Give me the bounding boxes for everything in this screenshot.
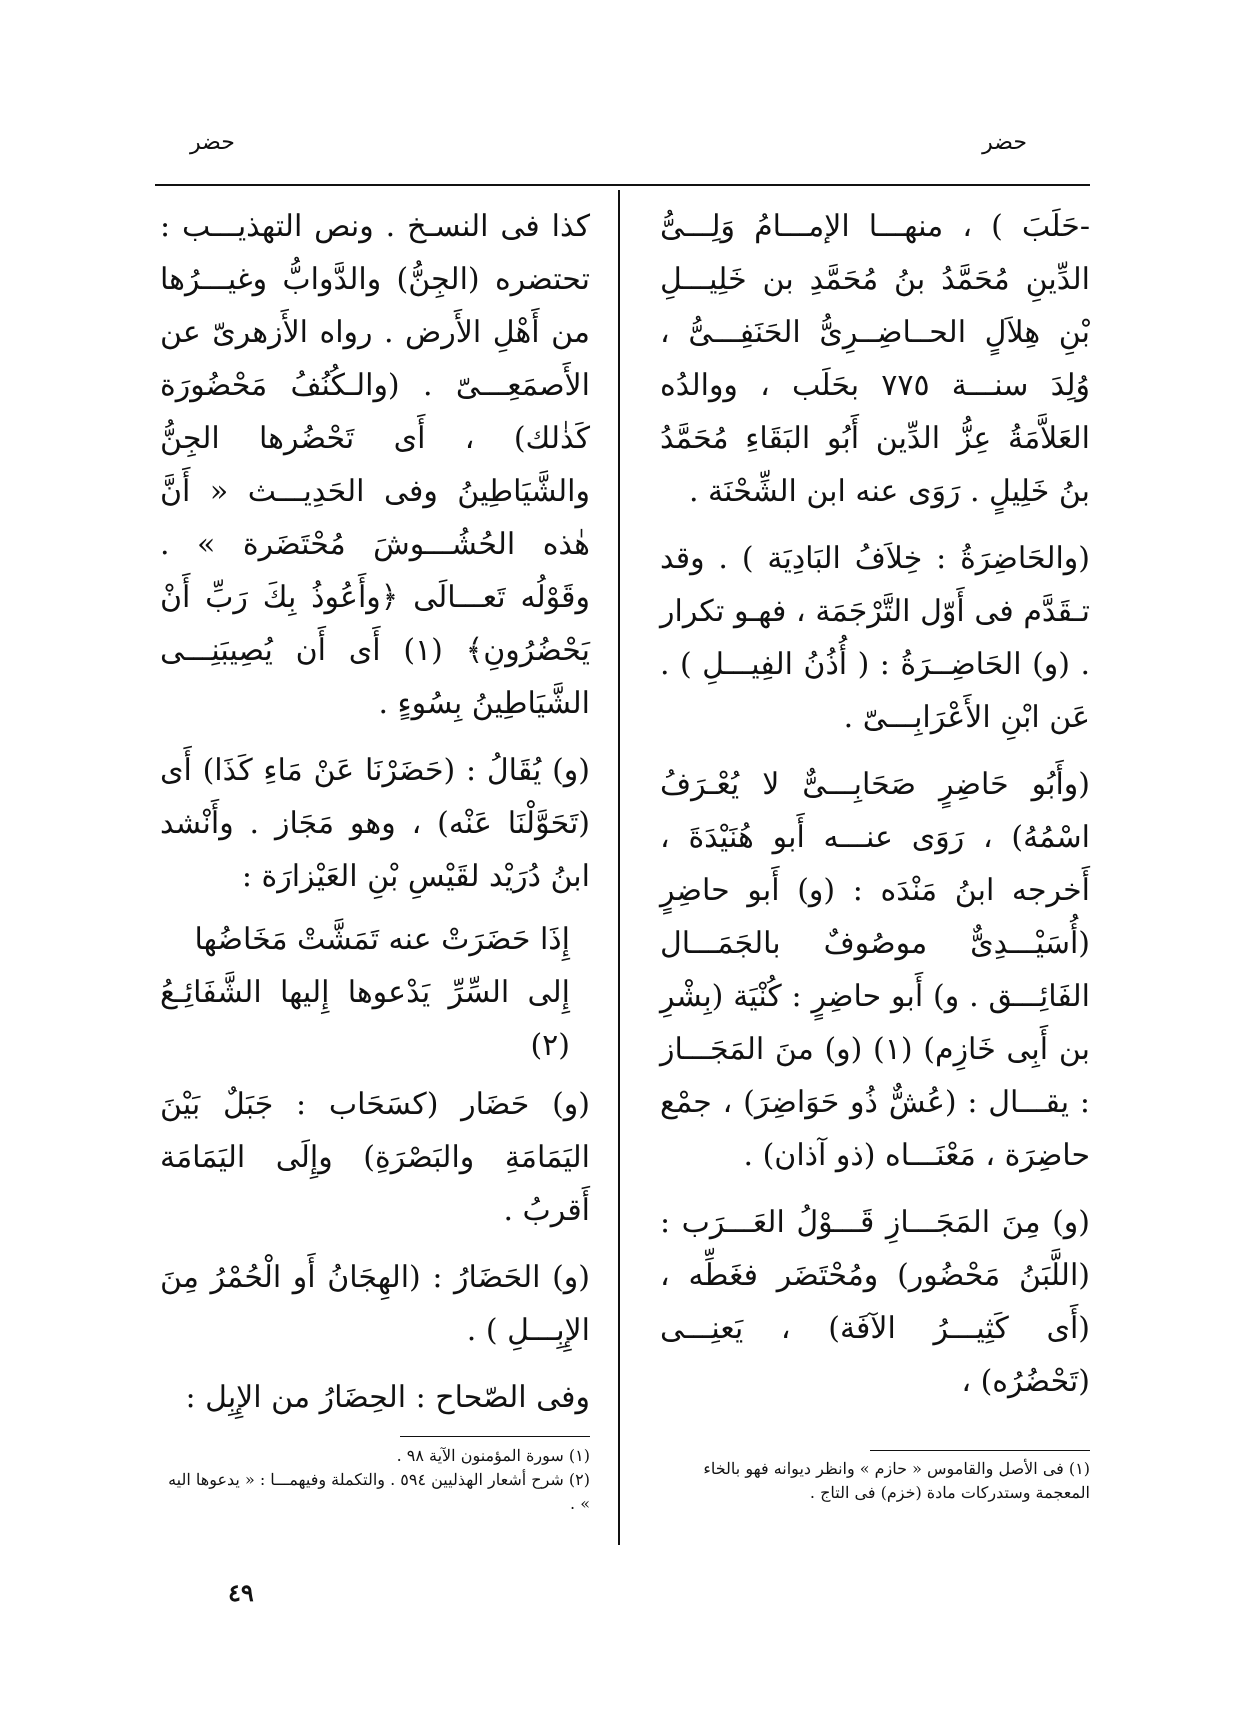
left-column	[160, 200, 590, 1424]
right-column	[660, 200, 1090, 1408]
left-paragraph-2: (و) يُقَالُ : (حَضَرْنَا عَنْ مَاءِ كَذَا) أَى (تَحَوَّلْنَا عَنْه) ، وهو مَجَاز . وأَنْشد ابنُ دُرَيْد لقَيْسِ بْنِ العَيْزارَة :	[160, 753, 590, 894]
footnote-left-1: (١) سورة المؤمنون الآية ٩٨ .	[396, 1446, 590, 1465]
left-paragraph-4: (و) الحَضَارُ : (الهِجَانُ أَو الْحُمْرُ مِنَ الإِبِـــلِ ) .	[160, 1260, 590, 1348]
footnote-rule-right	[870, 1450, 1090, 1451]
verse-hemistich-2: إِلى السِّرِّ يَدْعوها إِليها الشَّفَائِـعُ (٢)	[160, 975, 570, 1063]
right-paragraph-2: (والحَاضِرَةُ : خِلاَفُ البَادِيَة ) . وقد تـقَدَّم فى أَوّل التَّرْجَمَة ، فهـو تكرار . (و) الحَاضِــرَةُ : ( أُذُنُ الفِيـــلِ ) . عَن ابْنِ الأَعْرَابِـــىّ .	[660, 541, 1090, 735]
left-paragraph-1: كذا فى النسـخ . ونص التهذيـــب : تحتضره (الجِنُّ) والدَّوابُّ وغيـــرُها من أَهْلِ الأَرض . رواه الأَزهرىّ عن الأَصمَعِـــىّ . (والـكُنُفُ مَحْضُورَة كَذٰلك) ، أَى تَحْضُرها الجِنُّ والشَّيَاطِينُ وفى الحَدِيـــث « أَنَّ هٰذه الحُشُـــوشَ مُحْتَضَرة » . وقَوْلُه تَعـــالَى ﴿وأَعُوذُ بِكَ رَبِّ أَنْ يَحْضُرُونِ﴾ (١) أَى أَن يُصِيبَنِـــى الشَّيَاطِينُ بِسُوءٍ .	[160, 209, 591, 721]
right-paragraph-4: (و) مِنَ المَجَـــازِ قَـــوْلُ العَـــرَب : (اللَّبَنُ مَحْضُور) ومُحْتَضَر فغَطِّه ، (أَى كَثِيـــرُ الآفَة) ، يَعنِـــى (تَحْضُرُه) ،	[660, 1205, 1090, 1399]
footnotes-left	[160, 1444, 590, 1516]
footnote-rule-left	[400, 1436, 590, 1437]
footnote-left-2: (٢) شرح أشعار الهذليين ٥٩٤ . والتكملة وفيهمـــا : « يدعوها اليه » .	[168, 1470, 590, 1513]
right-paragraph-3: (وأَبُو حَاضِرٍ صَحَابِـــىٌّ لا يُعْـرَفُ اسْمُهُ) ، رَوَى عنـــه أَبو هُنَيْدَةَ ، أَخرجه ابنُ مَنْدَه : (و) أَبو حاضِرٍ (أُسَيْـــدِىٌّ موصُوفٌ بالجَمَـــال الفَائِـــق . و) أَبو حاضِرٍ : كُنْيَة (بِشْرِ بن أَبِى خَازِم) (١) (و) منَ المَجَـــاز : يقـــال : (عُشٌّ ذُو حَوَاضِرَ) ، جمْع حاضِرَة ، مَعْنَـــاه (ذو آذان) .	[660, 767, 1090, 1173]
column-divider	[618, 190, 620, 1545]
running-header-left: حضر	[190, 130, 235, 155]
left-paragraph-5: وفى الصّحاح : الحِضَارُ من الإِبِل :	[185, 1380, 590, 1415]
right-paragraph-1: -حَلَبَ ) ، منهـــا الإمـــامُ وَلِـــىُّ الدِّينِ مُحَمَّدُ بنُ مُحَمَّدِ بن خَلِيـــلِ بْنِ هِلاَلٍ الحــاضِــرِىُّ الحَنَفِـــىُّ ، وُلِدَ سنـــة ٧٧٥ بحَلَب ، ووالدُه العَلاَّمَةُ عِزُّ الدِّين أَبُو البَقَاءِ مُحَمَّدُ بنُ خَلِيلٍ . رَوَى عنه ابن الشِّحْنَة .	[660, 209, 1090, 509]
left-paragraph-3: (و) حَضَار (كسَحَاب : جَبَلٌ بَيْنَ اليَمَامَةِ والبَصْرَةِ) وإِلَى اليَمَامَة أَقربُ .	[160, 1087, 590, 1228]
footnotes-right	[660, 1457, 1090, 1505]
verse-hemistich-1: إِذَا حَضَرَتْ عنه تَمَشَّتْ مَخَاضُها	[194, 922, 570, 957]
poetry-verse	[160, 913, 590, 1072]
footnote-right-1: (١) فى الأصل والقاموس « حازم » وانظر ديوانه فهو بالخاء المعجمة وستدركات مادة (خزم) فى التاج .	[703, 1459, 1090, 1502]
page-number: ٤٩	[228, 1578, 254, 1607]
header-rule	[155, 184, 1090, 186]
running-header-right: حضر	[982, 130, 1027, 155]
